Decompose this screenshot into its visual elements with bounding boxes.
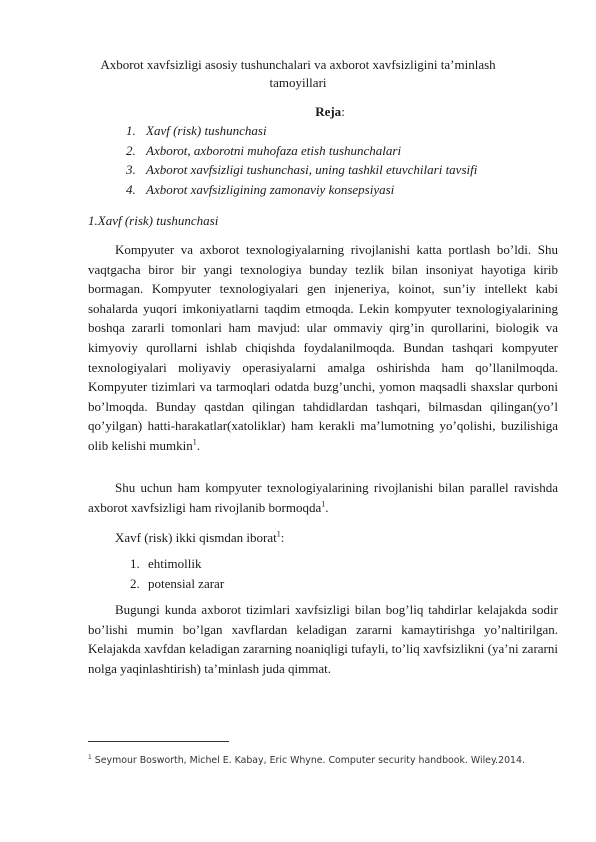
plan-item-text: Axborot xavfsizligining zamonaviy konsepsiyasi	[146, 181, 395, 197]
plan-item-number: 2.	[126, 142, 136, 158]
plan-item	[126, 180, 477, 200]
list-item-text: potensial zarar	[148, 575, 225, 591]
paragraph-text: Shu uchun ham kompyuter texnologiyalarining rivojlanishi bilan parallel ravishda axborot xavfsizligi ham rivojlanib bormoqda	[88, 480, 558, 515]
paragraph	[88, 240, 558, 456]
section-heading: 1.Xavf (risk) tushunchasi	[88, 213, 219, 228]
plan-item-number: 3.	[126, 162, 136, 177]
paragraph: Bugungi kunda axborot tizimlari xavfsizligi bilan bog’liq tahdirlar kelajakda sodir bo’lishi mumin bo’lgan xavflardan keladigan zararni kamaytirishga yo’naltirilgan. Kelajakda xavfdan keladigan zararning noaniqligi tufayli, to’liq xavfsizlikni (ya’ni zararni nolga yaqinlashtirish) ta’minlash juda qimmat.	[88, 602, 558, 676]
plan-item	[126, 160, 477, 180]
risk-parts-list	[130, 554, 224, 593]
plan-item-number: 1.	[126, 123, 136, 138]
footnote-reference[interactable]: 1	[321, 499, 326, 509]
plan-heading	[0, 102, 596, 121]
footnote-reference[interactable]: 1	[276, 529, 281, 539]
plan-heading-colon: :	[341, 104, 345, 119]
paragraph	[88, 478, 558, 517]
paragraph-end: .	[325, 499, 329, 515]
list-item-text: ehtimollik	[148, 556, 202, 571]
list-item-number: 1.	[130, 556, 140, 571]
plan-item-number: 4.	[126, 181, 136, 197]
paragraph	[88, 528, 558, 548]
list-item	[130, 574, 224, 594]
plan-item	[126, 141, 477, 161]
list-item	[130, 554, 224, 574]
plan-item-text: Xavf (risk) tushunchasi	[146, 123, 267, 138]
plan-item-text: Axborot, axborotni muhofaza etish tushunchalari	[146, 142, 402, 158]
plan-item	[126, 121, 477, 141]
paragraph-end: .	[196, 437, 200, 453]
plan-item-text: Axborot xavfsizligi tushunchasi, uning tashkil etuvchilari tavsifi	[146, 162, 478, 177]
paragraph-text: Xavf (risk) ikki qismdan iborat	[115, 530, 277, 545]
footnote	[88, 752, 528, 769]
footnote-divider	[88, 741, 229, 742]
paragraph-text: Kompyuter va axborot texnologiyalarning rivojlanishi katta portlash bo’ldi. Shu vaqtgacha biror bir yangi texnologiya bunday tezlik bilan insoniyat hayotiga kirib bormagan. Kompyuter texnologiyalari gen injeneriya, koinot, sun’iy intellekt kabi sohalarda yuqori imkoniyatlarni taqdim etmoqda. Lekin kompyuter texnologiyalarining boshqa zararli tomonlari ham mavjud: ular ommaviy qirg’in qurollarini, biologik va kimyoviy qurollarni ishlab chiqishda foydalanilmoqda. Bundan tashqari kompyuter texnologiyalari moliyaviy operasiyalarni amalga oshirishda ham qo’llanilmoqda. Kompyuter tizimlari va tarmoqlari odatda buzg’unchi, yomon maqsadli shaxslar qurboni bo’lmoqda. Bunday qastdan qilingan tahdidlardan tashqari, bilmasdan qilingan(yo’l qo’yilgan) hatti-harakatlar(xatoliklar) ham kerakli ma’lumotning yo’qolishi, buzilishiga olib kelishi mumkin	[88, 242, 558, 453]
plan-heading-label: Reja	[315, 104, 342, 119]
footnote-mark: 1	[88, 753, 92, 761]
list-item-number: 2.	[130, 575, 140, 591]
paragraph-end: :	[280, 530, 285, 545]
footnote-reference[interactable]: 1	[192, 437, 197, 447]
plan-list	[126, 121, 477, 199]
footnote-text: Seymour Bosworth, Michel E. Kabay, Eric Whyne. Computer security handbook. Wiley.2014.	[91, 755, 525, 766]
document-title: Axborot xavfsizligi asosiy tushunchalari va axborot xavfsizligini ta’minlash tamoyillari	[100, 57, 496, 90]
